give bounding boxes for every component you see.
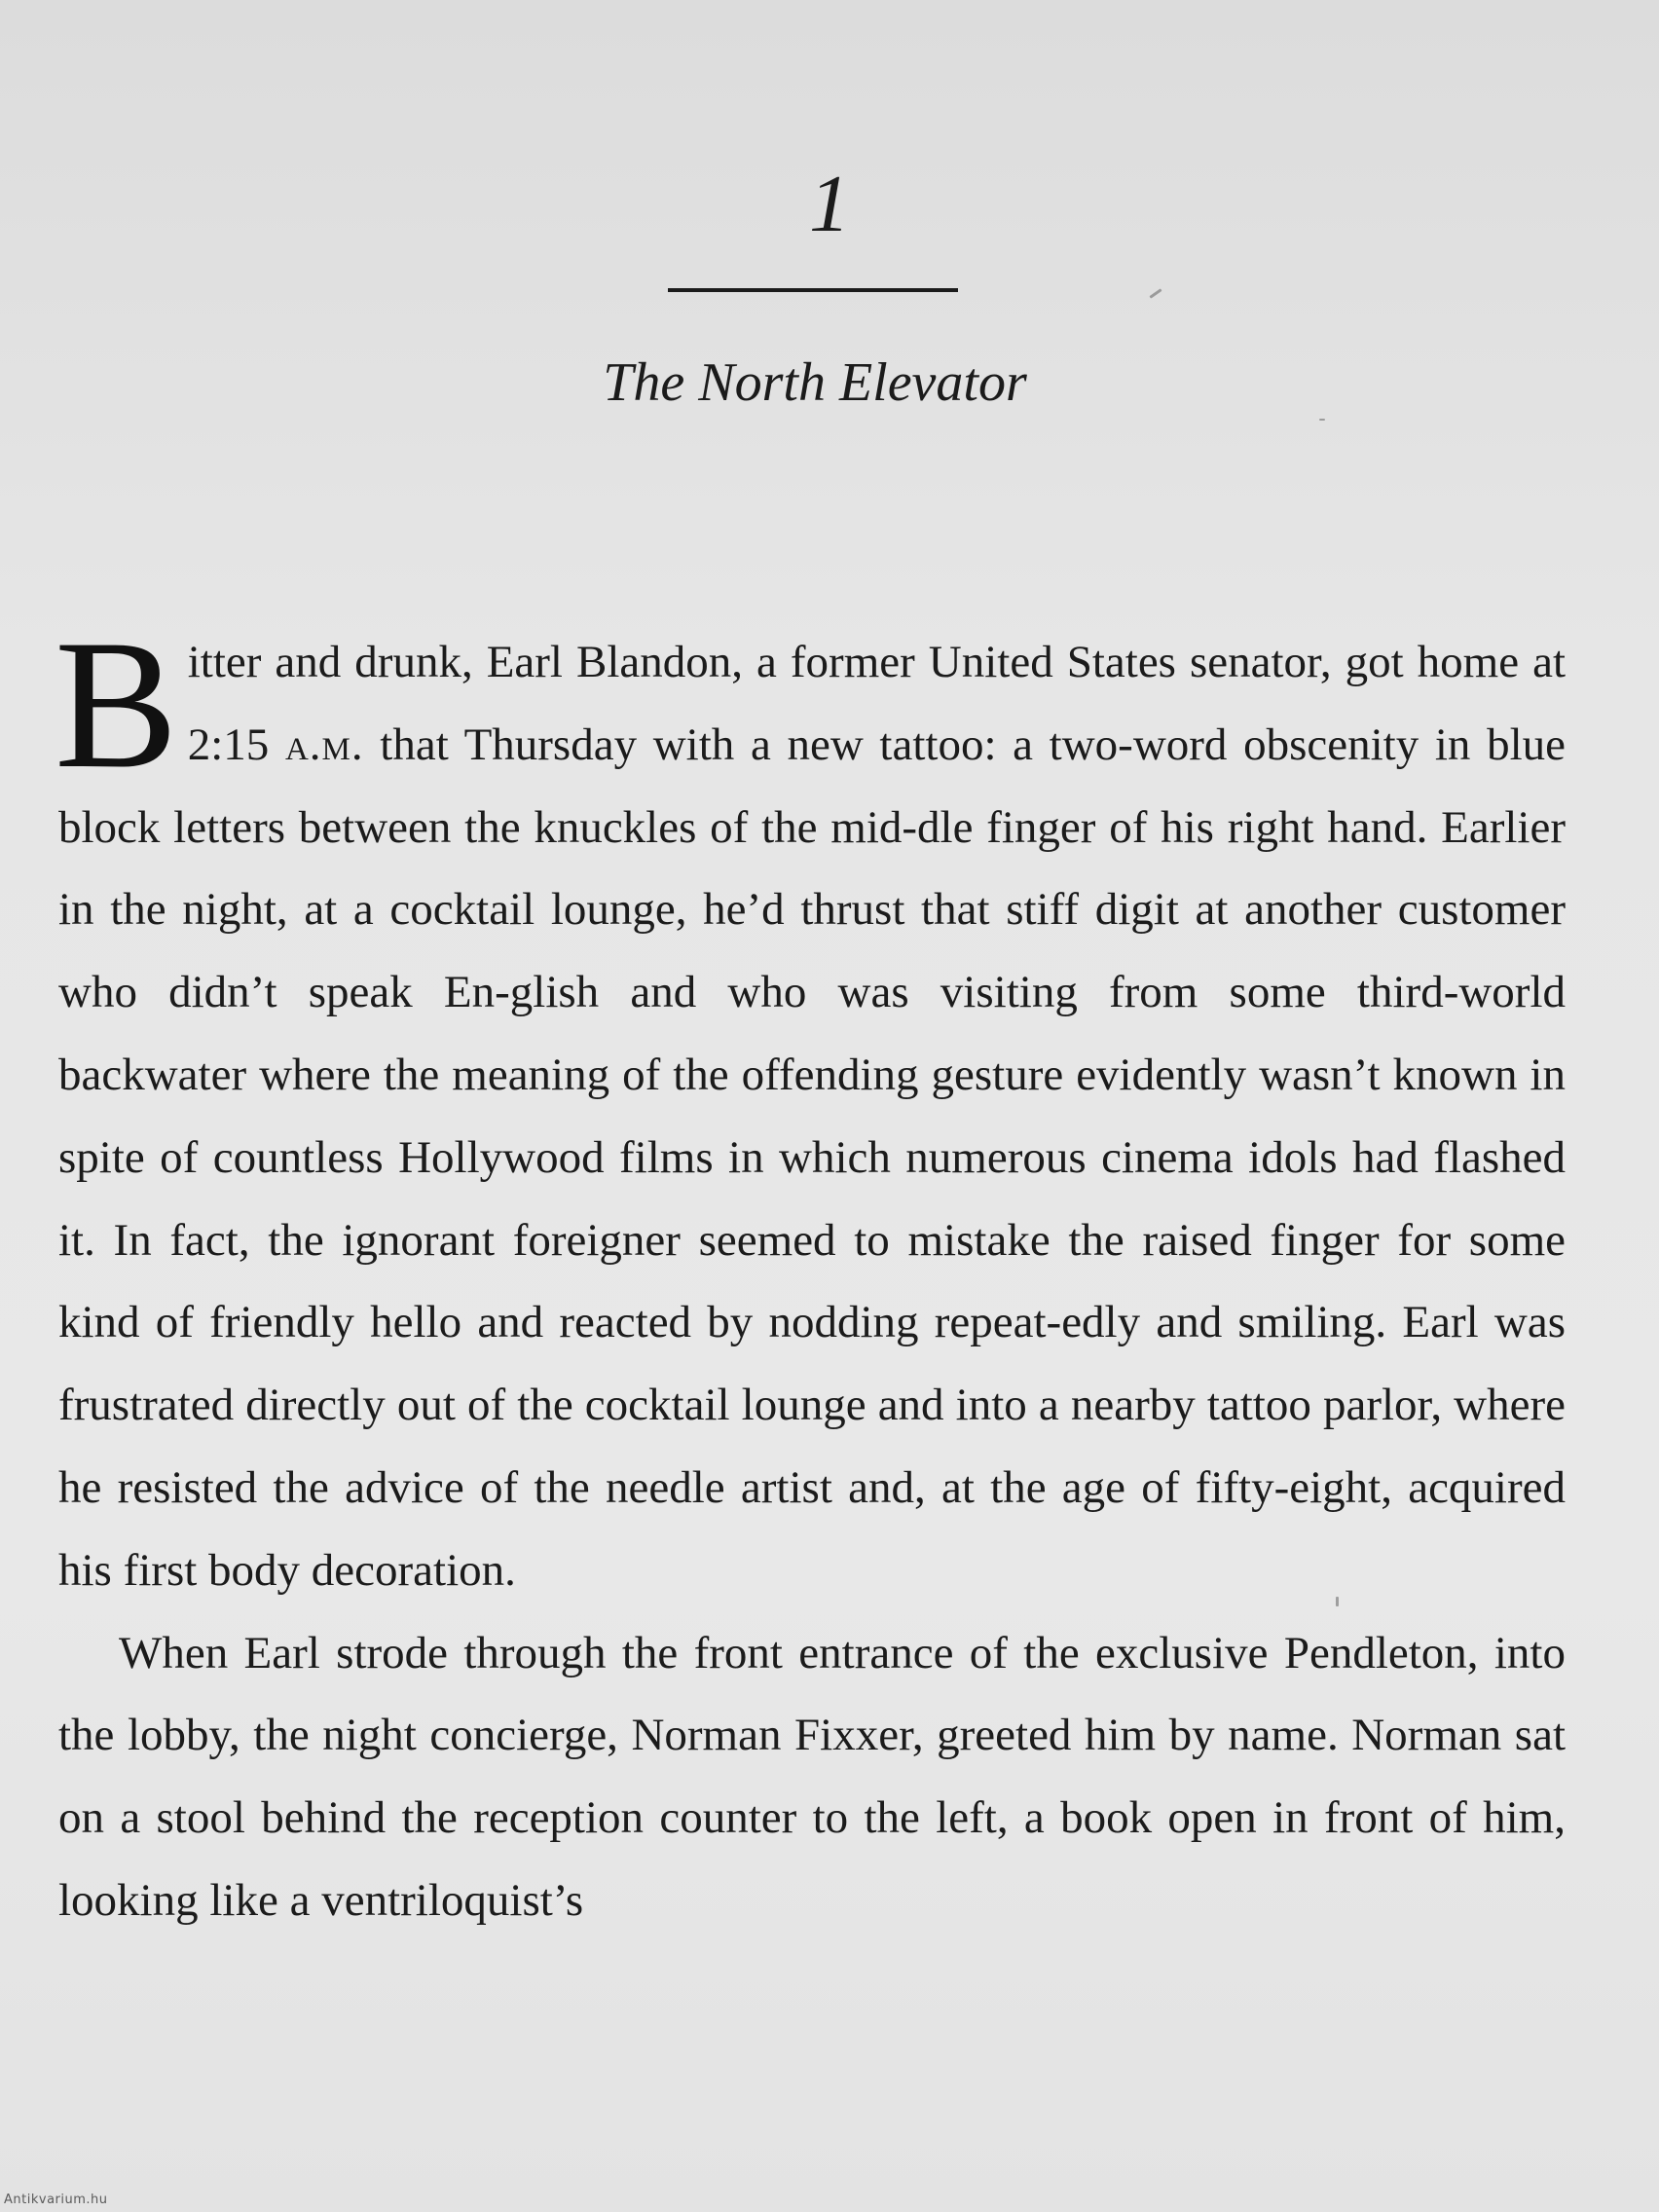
paragraph-1 bbox=[55, 603, 1566, 1612]
chapter-divider bbox=[668, 288, 958, 292]
paragraph-1-time: a.m. bbox=[284, 719, 364, 770]
chapter-number: 1 bbox=[809, 159, 850, 249]
show-through-text bbox=[58, 0, 1597, 604]
chapter-title: The North Elevator bbox=[603, 352, 1027, 413]
paragraph-1-text-b: that Thursday with a new tattoo: a two-word obscenity in blue block letters between the knuckles of the mid-dle finger of his right hand. Earlier in the night, at a cocktail lounge, he’d thrust that stiff digit at another customer who didn’t speak En-glish and who was visiting from some third-world backwater where the meaning of the offending gesture evidently wasn’t known in spite of countless Hollywood films in which numerous cinema idols had flashed it. In fact, the ignorant foreigner seemed to mistake the raised finger for some kind of friendly hello and reacted by nodding repeat-edly and smiling. Earl was frustrated directly out of the cocktail lounge and into a nearby tattoo parlor, where he resisted the advice of the needle artist and, at the age of fifty-eight, acquired his first body decoration. bbox=[58, 719, 1566, 1596]
drop-cap: B bbox=[55, 603, 178, 807]
watermark: Antikvarium.hu bbox=[4, 2193, 108, 2207]
dust-speck bbox=[1336, 1597, 1339, 1606]
paragraph-1-text-a: itter and drunk, Earl Blandon, a former United States senator, got home at 2:15 bbox=[187, 637, 1566, 770]
body-text bbox=[55, 603, 1566, 1942]
dust-speck bbox=[1319, 419, 1325, 421]
paragraph-2: When Earl strode through the front entrance of the exclusive Pendleton, into the lobby, the night concierge, Norman Fixxer, greeted him by name. Norman sat on a stool behind the reception counter to the left, a book open in front of him, looking like a ventriloquist’s bbox=[58, 1627, 1566, 1926]
